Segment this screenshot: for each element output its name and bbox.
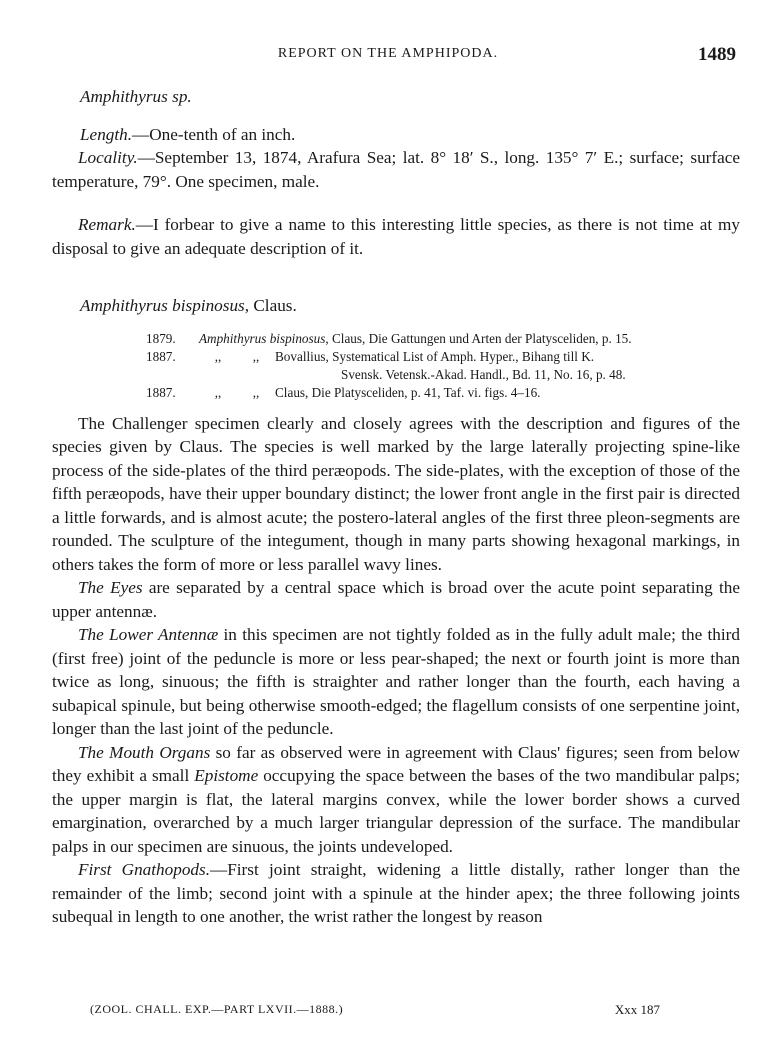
synonymy-species: Amphithyrus bispinosus <box>199 330 326 346</box>
locality-paragraph <box>52 146 740 193</box>
lower-antennae-label: The Lower Antennæ <box>78 625 219 644</box>
remark-paragraph <box>52 213 740 260</box>
intro-paragraph: The Challenger specimen clearly and closely agrees with the description and figures of the species given by Claus. The species is well marked by the large laterally projecting spine-like process of the side-plates of the third peræopods. The side-plates, with the exception of those of the fifth peræopods, have their upper boundary distinct; the lower front angle in the first pair is directed a little forwards, and is almost acute; the postero-lateral angles of the first three pleon-segments are rounded. The sculpture of the integument, though in many parts showing hexagonal markings, in others takes the form of more or less parallel wavy lines. <box>52 413 740 574</box>
synonymy-continuation <box>146 366 740 384</box>
species-name: Amphithyrus sp. <box>80 87 192 106</box>
mouth-organs-text: so far as observed were in agreement with Claus' figures; seen from below they exhibit a small <box>52 742 741 785</box>
ditto-mark: ,, <box>214 384 222 400</box>
synonymy-entry <box>146 384 740 402</box>
synonymy-citation: Bovallius, Systematical List of Amph. Hyper., Bihang till K. <box>275 348 595 364</box>
mouth-organs-text-cont: occupying the space between the bases of the two mandibular palps; the upper margin is flat, the lateral margins convex, while the lower border shows a curved emargination, overarched by a much larger triangular depression of the surface. The mandibular palps in our specimen are sinuous, the joints undeveloped. <box>52 766 740 856</box>
length-line <box>52 123 740 147</box>
species-author: , Claus. <box>244 296 297 315</box>
lower-antennae-text: in this specimen are not tightly folded as in the fully adult male; the third (first free) joint of the peduncle is more or less pear-shaped; the next or fourth joint is more than twice as long, sinuous; the fifth is straighter and rather longer than the fourth, each having a subapical spinule, but being otherwise smooth-edged; the flagellum consists of one serpentine joint, longer than the last joint of the peduncle. <box>52 625 740 738</box>
synonymy-citation: Claus, Die Platysceliden, p. 41, Taf. vi. figs. 4–16. <box>275 384 541 400</box>
locality-label: Locality. <box>78 148 138 167</box>
synonymy-citation: , Claus, Die Gattungen und Arten der Platysceliden, p. 15. <box>325 330 632 346</box>
synonymy-list <box>146 330 740 402</box>
running-title: REPORT ON THE AMPHIPODA. <box>277 46 499 61</box>
ditto-mark: ,, <box>214 348 222 364</box>
ditto-mark: ,, <box>252 384 260 400</box>
remark-label: Remark. <box>78 215 136 234</box>
species-name: Amphithyrus bispinosus <box>80 296 245 315</box>
eyes-paragraph <box>52 576 740 623</box>
length-text: —One-tenth of an inch. <box>132 124 296 144</box>
eyes-text: are separated by a central space which is broad over the acute point separating the upper antennæ. <box>52 578 740 621</box>
ditto-marks <box>199 384 275 402</box>
synonymy-year: 1879. <box>146 330 176 346</box>
running-header <box>0 44 776 68</box>
eyes-label: The Eyes <box>78 578 143 597</box>
synonymy-text <box>199 330 740 348</box>
footer-signature: (ZOOL. CHALL. EXP.—PART LXVII.—1888.) <box>90 1002 344 1016</box>
locality-text: —September 13, 1874, Arafura Sea; lat. 8° 18′ S., long. 135° 7′ E.; surface; surface temperature, 79°. One specimen, male. <box>52 148 740 191</box>
lower-antennae-paragraph <box>52 623 740 741</box>
gnathopods-paragraph <box>52 858 740 929</box>
synonymy-year: 1887. <box>146 348 176 364</box>
synonymy-entry <box>146 348 740 366</box>
synonymy-citation-cont: Svensk. Vetensk.-Akad. Handl., Bd. 11, No. 16, p. 48. <box>341 366 626 382</box>
gnathopods-label: First Gnathopods. <box>78 860 211 879</box>
mouth-organs-label: The Mouth Organs <box>78 742 211 762</box>
length-label: Length. <box>80 124 133 144</box>
synonymy-year: 1887. <box>146 384 176 400</box>
ditto-mark: ,, <box>252 348 260 364</box>
species-heading-sp <box>52 85 740 109</box>
footer-sheet-mark: Xxx 187 <box>614 1002 660 1017</box>
mouth-organs-paragraph <box>52 741 740 859</box>
page-number: 1489 <box>698 44 736 65</box>
page-body <box>52 85 740 929</box>
gnathopods-text: —First joint straight, widening a little distally, rather longer than the remainder of the limb; second joint with a spinule at the hinder apex; the three following joints subequal in length to one another, the wrist rather the longest by reason <box>52 860 741 926</box>
species-heading-bispinosus <box>52 294 740 318</box>
remark-text: —I forbear to give a name to this interesting little species, as there is not time at my disposal to give an adequate description of it. <box>52 215 740 258</box>
epistome-term: Epistome <box>194 766 259 785</box>
ditto-marks <box>199 348 275 366</box>
synonymy-entry <box>146 330 740 348</box>
